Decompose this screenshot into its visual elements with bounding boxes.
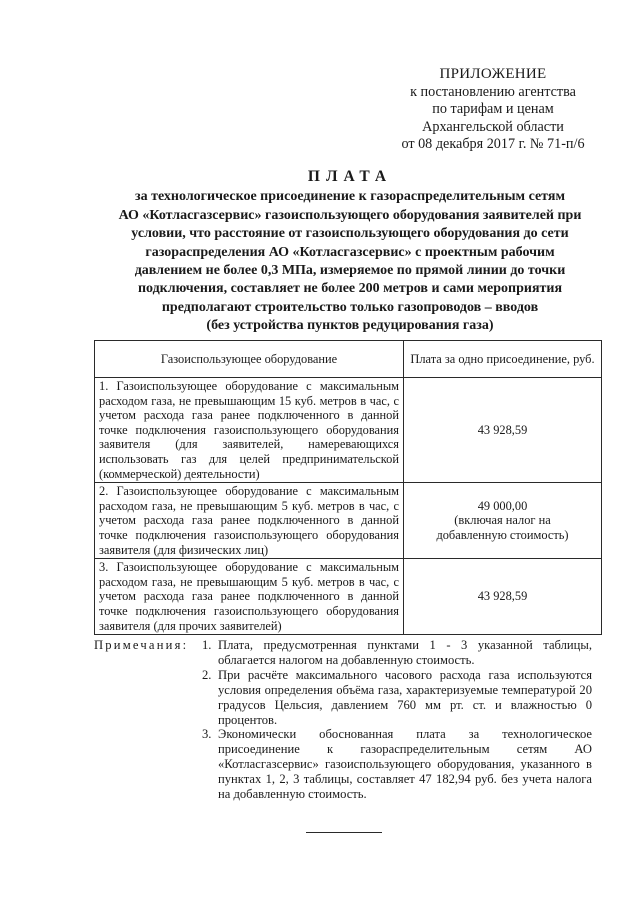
appendix-line: к постановлению агентства bbox=[410, 83, 576, 100]
tariff-table bbox=[94, 340, 602, 635]
note-item bbox=[202, 727, 592, 802]
heading-line: (без устройства пунктов редуцирования газа) bbox=[206, 318, 494, 334]
notes-label: Примечания: bbox=[94, 638, 189, 652]
note-text: Плата, предусмотренная пунктами 1 - 3 указанной таблицы, облагается налогом на добавленную стоимость. bbox=[218, 638, 592, 667]
heading-title: ПЛАТА bbox=[307, 168, 393, 185]
price-value: 43 928,59 bbox=[477, 422, 528, 437]
note-text: Экономически обоснованная плата за технологическое присоединение к газораспределительным сетям АО «Котласгазсервис» газоиспользующего оборудования, указанного в пунктах 1, 2, 3 таблицы, составляет 47 182,94 руб. без учета налога на добавленную стоимость. bbox=[218, 727, 592, 802]
heading-line: за технологическое присоединение к газораспределительным сетям bbox=[135, 189, 565, 205]
row-price bbox=[404, 378, 602, 483]
row-price bbox=[404, 559, 602, 635]
row-description: 3. Газоиспользующее оборудование с максимальным расходом газа, не превышающим 5 куб. метров в час, с учетом расхода газа ранее подключенного в данной точке подключения газоиспользующего оборудования заявителя (для прочих заявителей) bbox=[95, 559, 404, 635]
heading-line: АО «Котласгазсервис» газоиспользующего оборудования заявителей при bbox=[118, 207, 582, 223]
heading-line: предполагают строительство только газопроводов – вводов bbox=[161, 299, 539, 315]
appendix-block bbox=[388, 66, 598, 154]
heading-line: подключения, составляет не более 200 метров и сами мероприятия bbox=[137, 281, 563, 297]
heading-line: условии, что расстояние от газоиспользующего оборудования до сети bbox=[131, 226, 569, 242]
heading-line: газораспределения АО «Котласгазсервис» с проектным рабочим bbox=[145, 244, 555, 260]
closing-rule bbox=[306, 832, 382, 833]
appendix-title: ПРИЛОЖЕНИЕ bbox=[439, 66, 547, 82]
notes-list bbox=[202, 638, 592, 802]
header-equipment: Газоиспользующее оборудование bbox=[95, 341, 404, 378]
heading-line: давлением не более 0,3 МПа, измеряемое по прямой линии до точки bbox=[134, 263, 566, 279]
appendix-line: по тарифам и ценам bbox=[432, 101, 554, 118]
document-heading bbox=[100, 168, 600, 336]
table-header-row bbox=[95, 341, 602, 378]
table-row bbox=[95, 483, 602, 559]
appendix-line: Архангельской области bbox=[422, 118, 564, 135]
note-item bbox=[202, 668, 592, 728]
header-price: Плата за одно присоединение, руб. bbox=[404, 341, 602, 378]
price-note: (включая налог на добавленную стоимость) bbox=[436, 513, 569, 542]
note-item bbox=[202, 638, 592, 668]
row-price bbox=[404, 483, 602, 559]
note-text: При расчёте максимального часового расхода газа используются условия определения объёма газа, характеризуемые температурой 20 градусов Цельсия, давлением 760 мм рт. ст. и влажностью 0 процентов. bbox=[218, 667, 592, 727]
note-number: 1. bbox=[202, 638, 212, 652]
price-value: 43 928,59 bbox=[477, 589, 528, 604]
price-value: 49 000,00 bbox=[477, 498, 528, 513]
row-description: 1. Газоиспользующее оборудование с максимальным расходом газа, не превышающим 15 куб. метров в час, с учетом расхода газа ранее подключенного в данной точке подключения газоиспользующего оборудования заявителя (для заявителей, намеревающихся использовать газ для целей предпринимательской (коммерческой) деятельности) bbox=[95, 378, 404, 483]
table-row bbox=[95, 378, 602, 483]
note-number: 3. bbox=[202, 727, 212, 742]
appendix-line: от 08 декабря 2017 г. № 71-п/6 bbox=[401, 136, 585, 153]
note-number: 2. bbox=[202, 667, 212, 682]
row-description: 2. Газоиспользующее оборудование с максимальным расходом газа, не превышающим 5 куб. метров в час, с учетом расхода газа ранее подключенного в данной точке подключения газоиспользующего оборудования заявителя (для физических лиц) bbox=[95, 483, 404, 559]
table-row bbox=[95, 559, 602, 635]
